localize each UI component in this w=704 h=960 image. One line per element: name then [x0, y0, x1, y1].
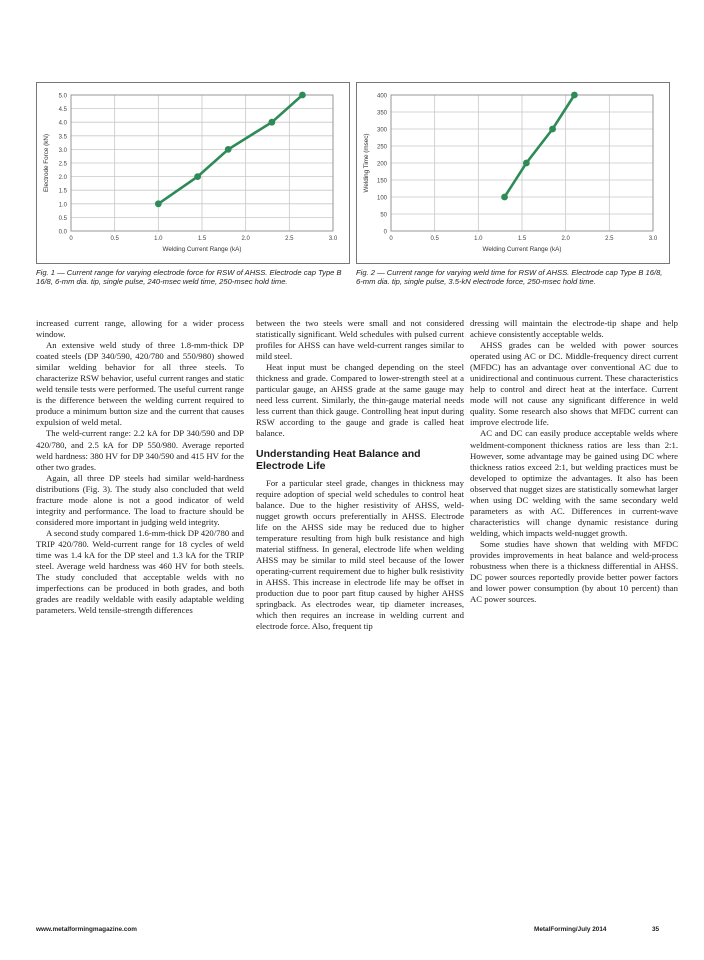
paragraph: Heat input must be changed depending on the steel thickness and grade. Compared to lower-strength steel at a particular gauge, an AHSS grade at the same gauge may need less current. Similarly, the thin-gauge material needs less current than thick gauge. Controlling heat input during RSW according to the gauge and grade is called heat balance. [256, 362, 464, 439]
data-point [523, 160, 530, 167]
paragraph: between the two steels were small and not considered statistically significant. Weld schedules with pulsed current profiles for AHSS can have weld-current ranges similar to mild steel. [256, 318, 464, 362]
x-tick-label: 0 [389, 236, 393, 242]
y-tick-label: 250 [376, 144, 387, 151]
x-tick-label: 1.5 [517, 236, 527, 242]
figure-1-caption: Fig. 1 — Current range for varying electrode force for RSW of AHSS. Electrode cap Type B 16/8, 6-mm dia. tip, single pulse, 240-msec weld time, 250-msec hold time. [36, 268, 342, 287]
paragraph: Some studies have shown that welding with MFDC provides improvements in heat balance and weld-process robustness when there is a thickness differential in AHSS. DC power sources reportedly provide better power factors and lower power consumption (by about 10 percent) than AC power sources. [470, 538, 678, 605]
paragraph: For a particular steel grade, changes in thickness may require adoption of special weld schedules to control heat balance. Due to the higher resistivity of AHSS, weld-nugget growth occurs preferentially in AHSS. Electrode life on the AHSS side may be reduced due to higher temperature resulting from high bulk resistance and high material stiffness. In general, electrode life when welding AHSS may be similar to mild steel because of the lower operating-current requirement due to higher bulk resistivity in AHSS. This increase in electrode life may be offset in production due to poor part fitup caused by higher AHSS springback. As electrodes wear, tip diameter increases, which then requires an increase in welding current and electrode force. Also, frequent tip [256, 477, 464, 632]
data-point [501, 194, 508, 201]
paragraph: AC and DC can easily produce acceptable welds where weldment-component thickness ratios are less than 2:1. However, some advantage may be gained using DC where thickness ratios exceed 2:1, but welding practices must be developed to optimize the advantages. It also has been observed that nugget sizes are statistically somewhat larger when using DC welding with the same secondary weld parameters as with AC. Differences in current-wave characteristics will change dynamic resistance during welding, which impacts weld-nugget growth. [470, 428, 678, 538]
x-tick-label: 0 [69, 236, 73, 242]
footer-url[interactable]: www.metalformingmagazine.com [36, 926, 137, 933]
y-tick-label: 200 [376, 161, 387, 168]
y-tick-label: 350 [376, 110, 387, 117]
y-tick-label: 4.5 [58, 107, 67, 114]
paragraph: dressing will maintain the electrode-tip shape and help achieve consistently acceptable welds. [470, 318, 678, 340]
data-point [155, 200, 162, 207]
data-point [194, 173, 201, 180]
y-tick-label: 3.0 [58, 147, 67, 154]
y-tick-label: 2.0 [58, 175, 67, 182]
data-point [225, 146, 232, 153]
y-tick-label: 2.5 [58, 161, 67, 168]
y-tick-label: 50 [380, 212, 387, 219]
data-point [571, 92, 578, 99]
y-tick-label: 100 [376, 195, 387, 202]
figure-1-chart [37, 83, 349, 263]
text-column-3 [470, 318, 678, 605]
x-tick-label: 3.0 [328, 236, 338, 242]
figure-2-chart-frame [356, 82, 670, 264]
figure-2-caption: Fig. 2 — Current range for varying weld time for RSW of AHSS. Electrode cap Type B 16/8, 6-mm dia. tip, single pulse, 3.5-kN electrode force, 250-msec hold time. [356, 268, 663, 287]
y-tick-label: 300 [376, 127, 387, 134]
footer-issue: MetalForming/July 2014 [534, 926, 607, 933]
y-tick-label: 0 [383, 229, 387, 236]
paragraph: An extensive weld study of three 1.8-mm-thick DP coated steels (DP 340/590, 420/780 and 550/980) showed similar welding behavior for all three steels. To characterize RSW behavior, useful current ranges and static weld tensile tests were performed. The useful current range is the difference between the welding current required to produce a minimum button size and the current that causes expulsion of weld metal. [36, 340, 244, 428]
y-tick-label: 1.5 [58, 188, 67, 195]
y-tick-label: 0.0 [58, 229, 67, 236]
y-tick-label: 150 [376, 178, 387, 185]
y-tick-label: 0.5 [58, 215, 67, 222]
paragraph: AHSS grades can be welded with power sources operated using AC or DC. Middle-frequency direct current (MFDC) has an advantage over conventional AC due to unidirectional and continuous current. These characteristics help to control and direct heat at the interface. Current mode will not cause any significant difference in weld quality. Some research also shows that MFDC current can improve electrode life. [470, 340, 678, 428]
y-axis-label: Electrode Force (kN) [43, 133, 50, 193]
text-column-1 [36, 318, 244, 616]
x-tick-label: 3.0 [648, 236, 658, 242]
y-tick-label: 3.5 [58, 134, 67, 141]
y-tick-label: 5.0 [58, 93, 67, 100]
y-tick-label: 4.0 [58, 120, 67, 127]
x-tick-label: 0.5 [430, 236, 439, 242]
data-point [268, 119, 275, 126]
x-tick-label: 2.0 [561, 236, 570, 242]
paragraph: Again, all three DP steels had similar weld-hardness distributions (Fig. 3). The study also concluded that weld fracture mode alone is not a good indicator of weld integrity and performance. The load to fracture should be considered more important in judging weld integrity. [36, 472, 244, 527]
y-tick-label: 1.0 [58, 202, 67, 209]
x-tick-label: 2.5 [285, 236, 294, 242]
x-axis-label: Welding Current Range (kA) [162, 246, 242, 253]
y-tick-label: 400 [376, 93, 387, 100]
paragraph: The weld-current range: 2.2 kA for DP 340/590 and DP 420/780, and 2.5 kA for DP 550/980. Average reported weld hardness: 380 HV for DP 340/590 and 415 HV for the other two grades. [36, 428, 244, 472]
x-tick-label: 1.5 [197, 236, 207, 242]
data-point [299, 92, 306, 99]
data-point [549, 126, 556, 133]
paragraph: increased current range, allowing for a wider process window. [36, 318, 244, 340]
paragraph: A second study compared 1.6-mm-thick DP 420/780 and TRIP 420/780. Weld-current range for 18 cycles of weld time was 1.4 kA for the DP steel and 1.3 kA for the TRIP steel. Average weld hardness was 460 HV for both steels. The study concluded that acceptable welds with no imperfections can be produced in both grades, and both grades are readily weldable with easily adaptable welding parameters. Weld tensile-strength differences [36, 527, 244, 616]
figure-1-chart-frame [36, 82, 350, 264]
text-column-2 [256, 318, 464, 632]
x-tick-label: 2.0 [241, 236, 250, 242]
x-tick-label: 0.5 [110, 236, 119, 242]
figure-2-chart [357, 83, 669, 263]
x-tick-label: 2.5 [605, 236, 614, 242]
x-tick-label: 1.0 [474, 236, 483, 242]
x-tick-label: 1.0 [154, 236, 163, 242]
section-heading: Understanding Heat Balance and Electrode Life [256, 447, 421, 472]
page-number: 35 [652, 926, 660, 933]
x-axis-label: Welding Current Range (kA) [482, 246, 562, 253]
y-axis-label: Welding Time (msec) [363, 133, 370, 193]
